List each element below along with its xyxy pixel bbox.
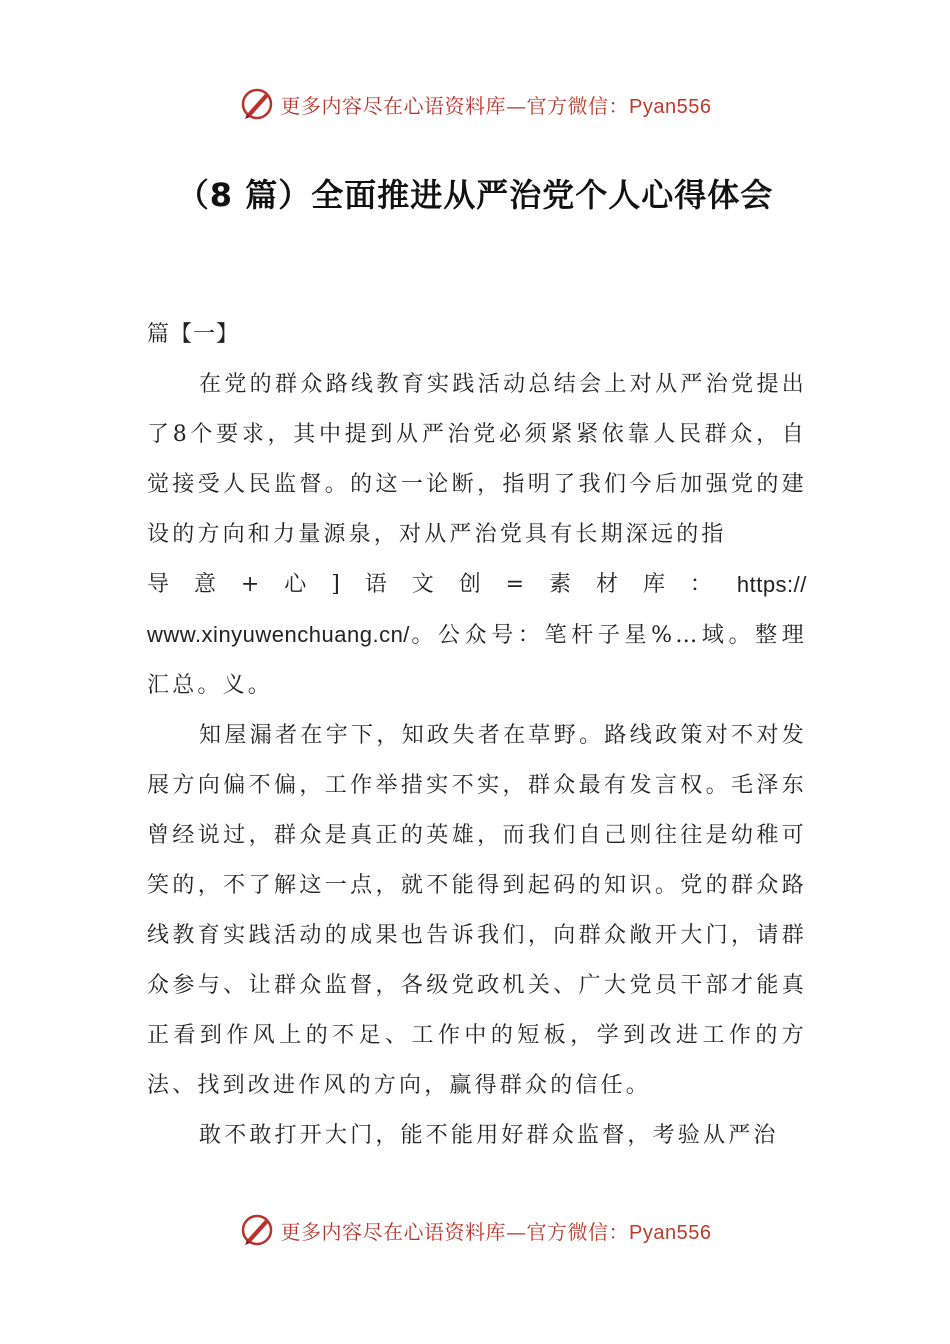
spread-char: 导: [147, 572, 173, 597]
spread-char: 意: [193, 572, 220, 597]
spread-char: 材: [596, 572, 622, 597]
banner-text: 更多内容尽在心语资料库—官方微信：Pyan556: [280, 1219, 712, 1244]
spread-char: 素: [549, 572, 575, 597]
section-heading: 篇【一】: [147, 322, 240, 347]
spread-char: 文: [411, 572, 437, 597]
paragraph-2: 知屋漏者在宇下，知政失者在草野。路线政策对不对发展方向偏不偏，工作举措实不实，群众最有发言权。毛泽东曾经说过，群众是真正的英雄，而我们自己则往往是幼稚可笑的，不了解这一点，就不能得到起码的知识。党的群众路线教育实践活动的成果也告诉我们，向群众敞开大门，请群众参与、让群众监督，各级党政机关、广大党员干部才能真正看到作风上的不足、工作中的短板，学到改进工作的方法、找到改进作风的方向，赢得群众的信任。: [147, 723, 807, 1098]
paragraph-3: 敢不敢打开大门，能不能用好群众监督，考验从严治: [199, 1123, 779, 1148]
pen-circle-logo-icon: [239, 1212, 275, 1248]
banner-text: 更多内容尽在心语资料库—官方微信：Pyan556: [280, 93, 712, 118]
paragraph-1-part-1: 在党的群众路线教育实践活动总结会上对从严治党提出了8个要求，其中提到从严治党必须紧紧依靠人民群众，自觉接受人民监督。的这一论断，指明了我们今后加强党的建设的方向和力量源泉，对从严治党具有长期深远的指: [147, 372, 807, 547]
spread-char: 库: [642, 572, 669, 597]
spread-char: 创: [458, 572, 484, 597]
header-banner: [0, 82, 950, 126]
spread-char: ：: [689, 572, 716, 597]
spread-char: 心: [284, 572, 310, 597]
spread-char: ]: [331, 572, 344, 597]
spread-char: +: [240, 572, 263, 597]
spread-url-prefix: https://: [736, 572, 807, 597]
spread-char: =: [505, 572, 528, 597]
footer-banner: [0, 1208, 950, 1252]
document-body: [147, 310, 807, 1161]
paragraph-1-tail: 。公众号：笔杆子星%…域。整理汇总。义。: [147, 623, 807, 698]
paragraph-1-spread-line: [147, 560, 807, 610]
document-title: （8 篇）全面推进从严治党个人心得体会: [176, 176, 774, 214]
pen-circle-logo-icon: [239, 86, 275, 122]
website-url: www.xinyuwenchuang.cn/: [147, 622, 410, 647]
spread-char: 语: [364, 572, 390, 597]
paragraph-1-part-2: [147, 610, 807, 711]
